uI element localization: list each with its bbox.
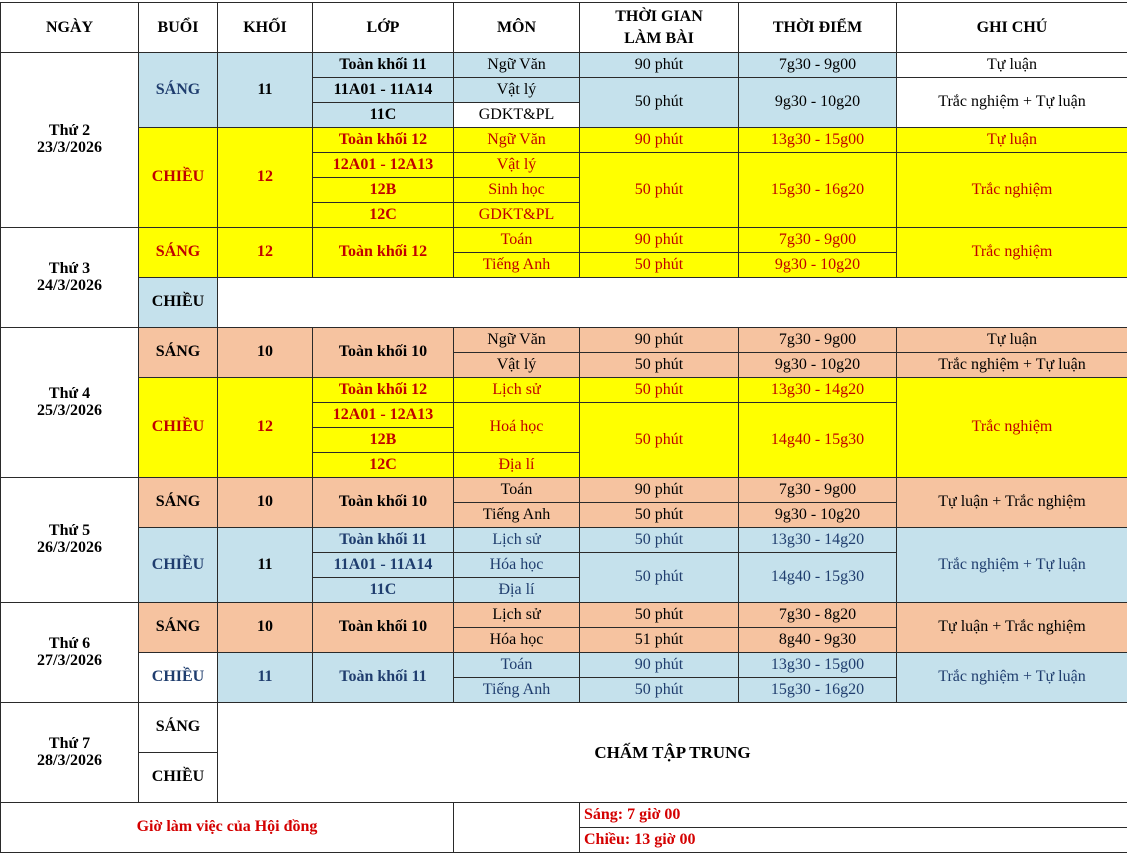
footer-row bbox=[1, 803, 1127, 828]
session-cell: CHIỀU bbox=[139, 528, 218, 603]
grade-cell: 11 bbox=[218, 653, 313, 703]
duration-cell: 50 phút bbox=[580, 528, 739, 553]
table-row bbox=[1, 603, 1127, 628]
class-cell: Toàn khối 12 bbox=[313, 228, 454, 278]
time-cell: 7g30 - 9g00 bbox=[739, 228, 897, 253]
day-cell bbox=[1, 603, 139, 703]
day-cell bbox=[1, 703, 139, 803]
class-cell: Toàn khối 10 bbox=[313, 328, 454, 378]
day-weekday: Thứ 6 bbox=[48, 634, 91, 652]
table-row bbox=[1, 528, 1127, 553]
class-cell: Toàn khối 11 bbox=[313, 653, 454, 703]
time-cell: 13g30 - 14g20 bbox=[739, 378, 897, 403]
table-row bbox=[1, 53, 1127, 78]
duration-cell: 50 phút bbox=[580, 153, 739, 228]
subject-cell: GDKT&PL bbox=[454, 103, 580, 128]
time-cell: 9g30 - 10g20 bbox=[739, 503, 897, 528]
session-cell: SÁNG bbox=[139, 703, 218, 753]
class-cell: Toàn khối 11 bbox=[313, 528, 454, 553]
header-row bbox=[1, 3, 1127, 53]
session-cell: SÁNG bbox=[139, 478, 218, 528]
subject-cell: Ngữ Văn bbox=[454, 53, 580, 78]
time-cell: 14g40 - 15g30 bbox=[739, 403, 897, 478]
time-cell: 9g30 - 10g20 bbox=[739, 353, 897, 378]
day-date: 27/3/2026 bbox=[37, 651, 102, 669]
col-header-note: GHI CHÚ bbox=[897, 3, 1127, 53]
subject-cell: Vật lý bbox=[454, 78, 580, 103]
class-cell: 11A01 - 11A14 bbox=[313, 78, 454, 103]
time-cell: 15g30 - 16g20 bbox=[739, 153, 897, 228]
duration-cell: 50 phút bbox=[580, 253, 739, 278]
col-header-session: BUỔI bbox=[139, 3, 218, 53]
note-cell: Trắc nghiệm + Tự luận bbox=[897, 528, 1127, 603]
session-cell: CHIỀU bbox=[139, 278, 218, 328]
duration-cell: 50 phút bbox=[580, 678, 739, 703]
day-weekday: Thứ 5 bbox=[48, 522, 91, 540]
time-cell: 15g30 - 16g20 bbox=[739, 678, 897, 703]
grade-cell: 12 bbox=[218, 228, 313, 278]
col-header-duration bbox=[580, 3, 739, 53]
day-date: 24/3/2026 bbox=[37, 276, 102, 294]
duration-cell: 50 phút bbox=[580, 378, 739, 403]
time-cell: 7g30 - 9g00 bbox=[739, 53, 897, 78]
duration-cell: 51 phút bbox=[580, 628, 739, 653]
time-cell: 14g40 - 15g30 bbox=[739, 553, 897, 603]
afternoon-hours: Chiều: 13 giờ 00 bbox=[580, 828, 1127, 853]
day-weekday: Thứ 2 bbox=[48, 122, 91, 140]
duration-cell: 90 phút bbox=[580, 228, 739, 253]
time-cell: 8g40 - 9g30 bbox=[739, 628, 897, 653]
session-cell: SÁNG bbox=[139, 603, 218, 653]
session-cell: CHIỀU bbox=[139, 753, 218, 803]
subject-cell: Địa lí bbox=[454, 578, 580, 603]
col-header-day: NGÀY bbox=[1, 3, 139, 53]
note-cell: Tự luận + Trắc nghiệm bbox=[897, 478, 1127, 528]
subject-cell: Ngữ Văn bbox=[454, 128, 580, 153]
day-cell bbox=[1, 228, 139, 328]
day-cell bbox=[1, 478, 139, 603]
class-cell: 12C bbox=[313, 453, 454, 478]
class-cell: 11A01 - 11A14 bbox=[313, 553, 454, 578]
day-date: 23/3/2026 bbox=[37, 139, 102, 156]
duration-cell: 90 phút bbox=[580, 653, 739, 678]
subject-cell: Lịch sử bbox=[454, 528, 580, 553]
class-cell: 11C bbox=[313, 578, 454, 603]
duration-cell: 90 phút bbox=[580, 128, 739, 153]
session-cell: CHIỀU bbox=[139, 653, 218, 703]
day-date: 28/3/2026 bbox=[37, 751, 102, 769]
grade-cell: 10 bbox=[218, 328, 313, 378]
table-row bbox=[1, 328, 1127, 353]
table-row bbox=[1, 703, 1127, 728]
note-cell: Trắc nghiệm + Tự luận bbox=[897, 353, 1127, 378]
note-cell: Tự luận bbox=[897, 328, 1127, 353]
duration-cell: 90 phút bbox=[580, 328, 739, 353]
grade-cell: 12 bbox=[218, 128, 313, 228]
subject-cell: Tiếng Anh bbox=[454, 678, 580, 703]
note-cell: Trắc nghiệm bbox=[897, 378, 1127, 478]
subject-cell: Lịch sử bbox=[454, 378, 580, 403]
table-row bbox=[1, 653, 1127, 678]
note-cell: Tự luận bbox=[897, 128, 1127, 153]
class-cell: Toàn khối 10 bbox=[313, 478, 454, 528]
session-cell: CHIỀU bbox=[139, 128, 218, 228]
subject-cell: Ngữ Văn bbox=[454, 328, 580, 353]
time-cell: 13g30 - 15g00 bbox=[739, 128, 897, 153]
duration-cell: 50 phút bbox=[580, 503, 739, 528]
subject-cell: GDKT&PL bbox=[454, 203, 580, 228]
subject-cell: Toán bbox=[454, 228, 580, 253]
grade-cell: 12 bbox=[218, 378, 313, 478]
table-row bbox=[1, 278, 1127, 303]
col-header-class: LỚP bbox=[313, 3, 454, 53]
table-row bbox=[1, 378, 1127, 403]
time-cell: 7g30 - 8g20 bbox=[739, 603, 897, 628]
session-cell: SÁNG bbox=[139, 328, 218, 378]
time-cell: 7g30 - 9g00 bbox=[739, 478, 897, 503]
grade-cell: 10 bbox=[218, 478, 313, 528]
col-header-time: THỜI ĐIỂM bbox=[739, 3, 897, 53]
subject-cell: Địa lí bbox=[454, 453, 580, 478]
footer-spacer bbox=[454, 803, 580, 853]
subject-cell: Toán bbox=[454, 653, 580, 678]
working-hours-label: Giờ làm việc của Hội đồng bbox=[1, 803, 454, 853]
duration-cell: 50 phút bbox=[580, 403, 739, 478]
exam-schedule-table bbox=[0, 2, 1127, 853]
time-cell: 9g30 - 10g20 bbox=[739, 78, 897, 128]
subject-cell: Hóa học bbox=[454, 628, 580, 653]
subject-cell: Lịch sử bbox=[454, 603, 580, 628]
time-cell: 9g30 - 10g20 bbox=[739, 253, 897, 278]
empty-cell bbox=[218, 278, 1127, 328]
time-cell: 7g30 - 9g00 bbox=[739, 328, 897, 353]
day-cell bbox=[1, 53, 139, 228]
class-cell: 12A01 - 12A13 bbox=[313, 153, 454, 178]
class-cell: Toàn khối 12 bbox=[313, 378, 454, 403]
class-cell: 11C bbox=[313, 103, 454, 128]
note-cell: Trắc nghiệm + Tự luận bbox=[897, 653, 1127, 703]
duration-cell: 50 phút bbox=[580, 553, 739, 603]
grade-cell: 10 bbox=[218, 603, 313, 653]
class-cell: Toàn khối 11 bbox=[313, 53, 454, 78]
subject-cell: Hoá học bbox=[454, 403, 580, 453]
grade-cell: 11 bbox=[218, 528, 313, 603]
duration-header-line2: LÀM BÀI bbox=[624, 29, 694, 47]
day-weekday: Thứ 4 bbox=[48, 384, 91, 402]
day-weekday: Thứ 7 bbox=[48, 734, 91, 752]
session-cell: SÁNG bbox=[139, 53, 218, 128]
day-weekday: Thứ 3 bbox=[48, 259, 91, 277]
col-header-subject: MÔN bbox=[454, 3, 580, 53]
class-cell: 12B bbox=[313, 178, 454, 203]
duration-header-line1: THỜI GIAN bbox=[615, 7, 703, 25]
note-cell: Tự luận bbox=[897, 53, 1127, 78]
day-cell bbox=[1, 328, 139, 478]
subject-cell: Vật lý bbox=[454, 353, 580, 378]
note-cell: Tự luận + Trắc nghiệm bbox=[897, 603, 1127, 653]
note-cell: Trắc nghiệm + Tự luận bbox=[897, 78, 1127, 128]
note-cell: Trắc nghiệm bbox=[897, 153, 1127, 228]
class-cell: 12A01 - 12A13 bbox=[313, 403, 454, 428]
subject-cell: Sinh học bbox=[454, 178, 580, 203]
day-date: 25/3/2026 bbox=[37, 401, 102, 419]
class-cell: 12C bbox=[313, 203, 454, 228]
class-cell: Toàn khối 12 bbox=[313, 128, 454, 153]
grading-notice: CHẤM TẬP TRUNG bbox=[218, 703, 1127, 803]
subject-cell: Tiếng Anh bbox=[454, 253, 580, 278]
duration-cell: 90 phút bbox=[580, 53, 739, 78]
time-cell: 13g30 - 15g00 bbox=[739, 653, 897, 678]
duration-cell: 50 phút bbox=[580, 78, 739, 128]
time-cell: 13g30 - 14g20 bbox=[739, 528, 897, 553]
session-cell: CHIỀU bbox=[139, 378, 218, 478]
table-row bbox=[1, 478, 1127, 503]
subject-cell: Hóa học bbox=[454, 553, 580, 578]
table-row bbox=[1, 228, 1127, 253]
session-cell: SÁNG bbox=[139, 228, 218, 278]
day-date: 26/3/2026 bbox=[37, 539, 102, 556]
duration-cell: 90 phút bbox=[580, 478, 739, 503]
morning-hours: Sáng: 7 giờ 00 bbox=[580, 803, 1127, 828]
duration-cell: 50 phút bbox=[580, 603, 739, 628]
class-cell: Toàn khối 10 bbox=[313, 603, 454, 653]
table-row bbox=[1, 128, 1127, 153]
note-cell: Trắc nghiệm bbox=[897, 228, 1127, 278]
grade-cell: 11 bbox=[218, 53, 313, 128]
subject-cell: Vật lý bbox=[454, 153, 580, 178]
subject-cell: Toán bbox=[454, 478, 580, 503]
duration-cell: 50 phút bbox=[580, 353, 739, 378]
subject-cell: Tiếng Anh bbox=[454, 503, 580, 528]
class-cell: 12B bbox=[313, 428, 454, 453]
col-header-grade: KHỐI bbox=[218, 3, 313, 53]
